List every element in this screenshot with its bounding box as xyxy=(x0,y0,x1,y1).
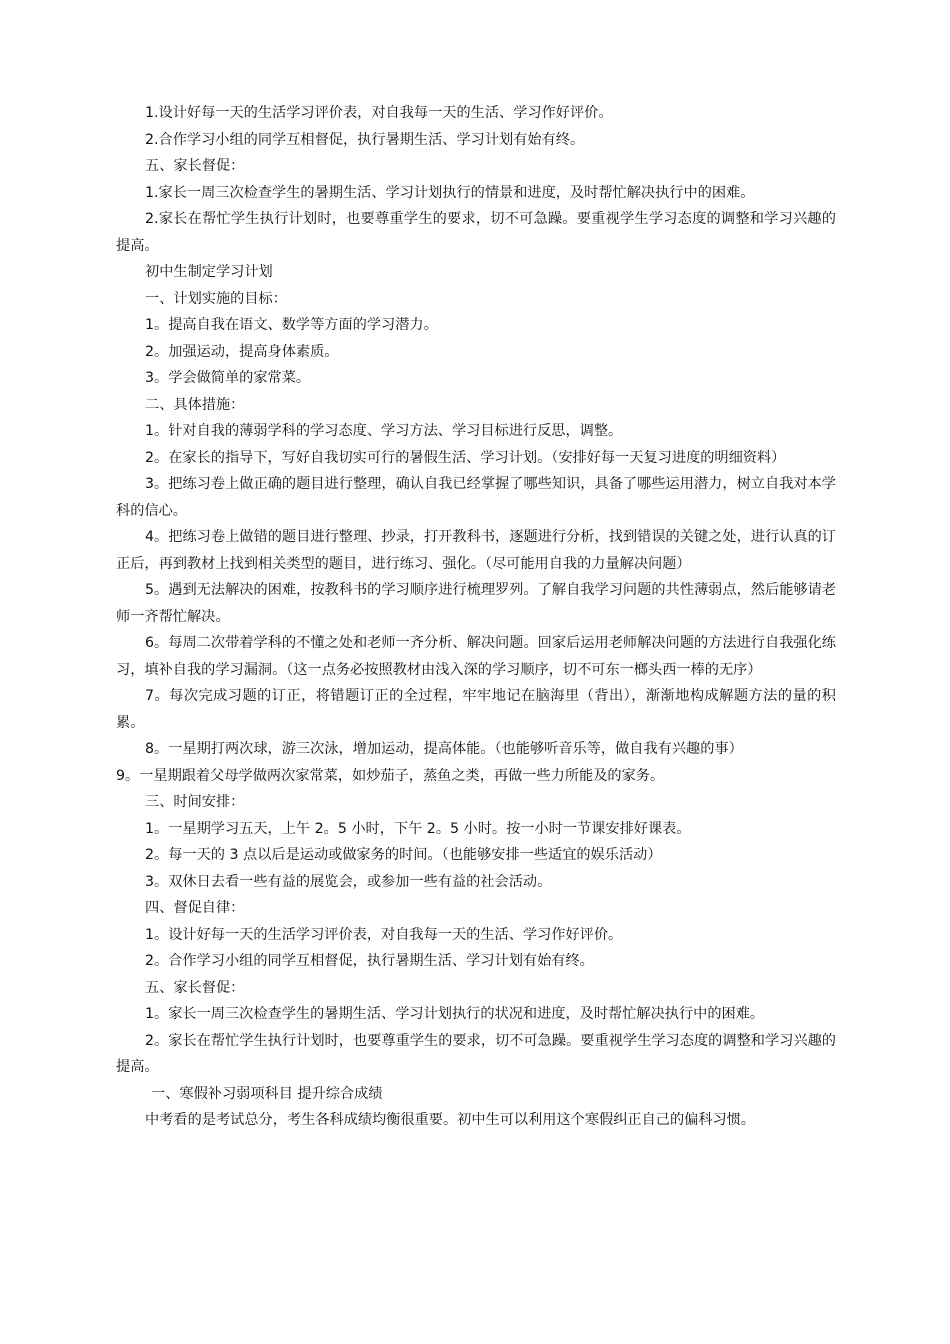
paragraph: 3。学会做简单的家常菜。 xyxy=(145,370,311,386)
paragraph: 3。双休日去看一些有益的展览会，或参加一些有益的社会活动。 xyxy=(145,873,552,890)
paragraph: 8。一星期打两次球，游三次泳，增加运动，提高体能。（也能够听音乐等，做自我有兴趣的事） xyxy=(145,741,743,757)
paragraph: 1。家长一周三次检查学生的暑期生活、学习计划执行的状况和进度，及时帮忙解决执行中的困难。 xyxy=(145,1006,765,1022)
paragraph: 7。每次完成习题的订正，将错题订正的全过程，牢牢地记在脑海里（背出），渐渐地构成解题方法的量的积累。 xyxy=(116,688,836,731)
paragraph: 2。每一天的 3 点以后是运动或做家务的时间。（也能够安排一些适宜的娱乐活动） xyxy=(145,847,662,863)
paragraph: 2。在家长的指导下，写好自我切实可行的暑假生活、学习计划。（安排好每一天复习进度的明细资料） xyxy=(145,449,786,466)
section-heading: 三、时间安排： xyxy=(145,794,245,810)
section-heading: 一、寒假补习弱项科目 提升综合成绩 xyxy=(151,1085,383,1102)
paragraph: 2。合作学习小组的同学互相督促，执行暑期生活、学习计划有始有终。 xyxy=(145,953,594,969)
paragraph: 中考看的是考试总分，考生各科成绩均衡很重要。初中生可以利用这个寒假纠正自己的偏科习惯。 xyxy=(145,1112,756,1128)
paragraph: 1.家长一周三次检查学生的暑期生活、学习计划执行的情景和进度，及时帮忙解决执行中的困难。 xyxy=(145,184,755,201)
paragraph: 1。一星期学习五天，上午 2。5 小时，下午 2。5 小时。按一小时一节课安排好课表。 xyxy=(145,820,691,837)
document-title: 初中生制定学习计划 xyxy=(145,264,273,280)
paragraph: 4。把练习卷上做错的题目进行整理、抄录，打开教科书，逐题进行分析，找到错误的关键之处，进行认真的订正后，再到教材上找到相关类型的题目，进行练习、强化。（尽可能用自我的力量解决问题） xyxy=(116,529,836,572)
paragraph: 5。遇到无法解决的困难，按教科书的学习顺序进行梳理罗列。了解自我学习问题的共性薄弱点，然后能够请老师一齐帮忙解决。 xyxy=(116,582,836,625)
paragraph: 3。把练习卷上做正确的题目进行整理，确认自我已经掌握了哪些知识，具备了哪些运用潜力，树立自我对本学科的信心。 xyxy=(116,476,836,519)
paragraph: 2.合作学习小组的同学互相督促，执行暑期生活、学习计划有始有终。 xyxy=(145,131,585,148)
paragraph: 6。每周二次带着学科的不懂之处和老师一齐分析、解决问题。回家后运用老师解决问题的方法进行自我强化练习，填补自我的学习漏洞。（这一点务必按照教材由浅入深的学习顺序，切不可东一榔头西一棒的无序） xyxy=(116,635,836,678)
section-heading: 五、家长督促： xyxy=(145,158,245,174)
paragraph: 2。家长在帮忙学生执行计划时，也要尊重学生的要求，切不可急躁。要重视学生学习态度的调整和学习兴趣的提高。 xyxy=(116,1032,836,1075)
paragraph: 2.家长在帮忙学生执行计划时，也要尊重学生的要求，切不可急躁。要重视学生学习态度的调整和学习兴趣的提高。 xyxy=(116,211,836,254)
paragraph: 1。针对自我的薄弱学科的学习态度、学习方法、学习目标进行反思，调整。 xyxy=(145,423,623,439)
paragraph: 1。提高自我在语文、数学等方面的学习潜力。 xyxy=(145,317,438,333)
paragraph: 1.设计好每一天的生活学习评价表，对自我每一天的生活、学习作好评价。 xyxy=(145,105,613,121)
section-heading: 一、计划实施的目标： xyxy=(145,290,287,307)
section-heading: 四、督促自律： xyxy=(145,900,245,916)
paragraph: 1。设计好每一天的生活学习评价表，对自我每一天的生活、学习作好评价。 xyxy=(145,926,623,943)
section-heading: 二、具体措施： xyxy=(145,396,245,413)
document-page xyxy=(116,100,836,1134)
paragraph: 2。加强运动，提高身体素质。 xyxy=(145,343,339,360)
paragraph: 9。一星期跟着父母学做两次家常菜，如炒茄子，蒸鱼之类，再做一些力所能及的家务。 xyxy=(116,767,665,784)
section-heading: 五、家长督促： xyxy=(145,979,245,996)
